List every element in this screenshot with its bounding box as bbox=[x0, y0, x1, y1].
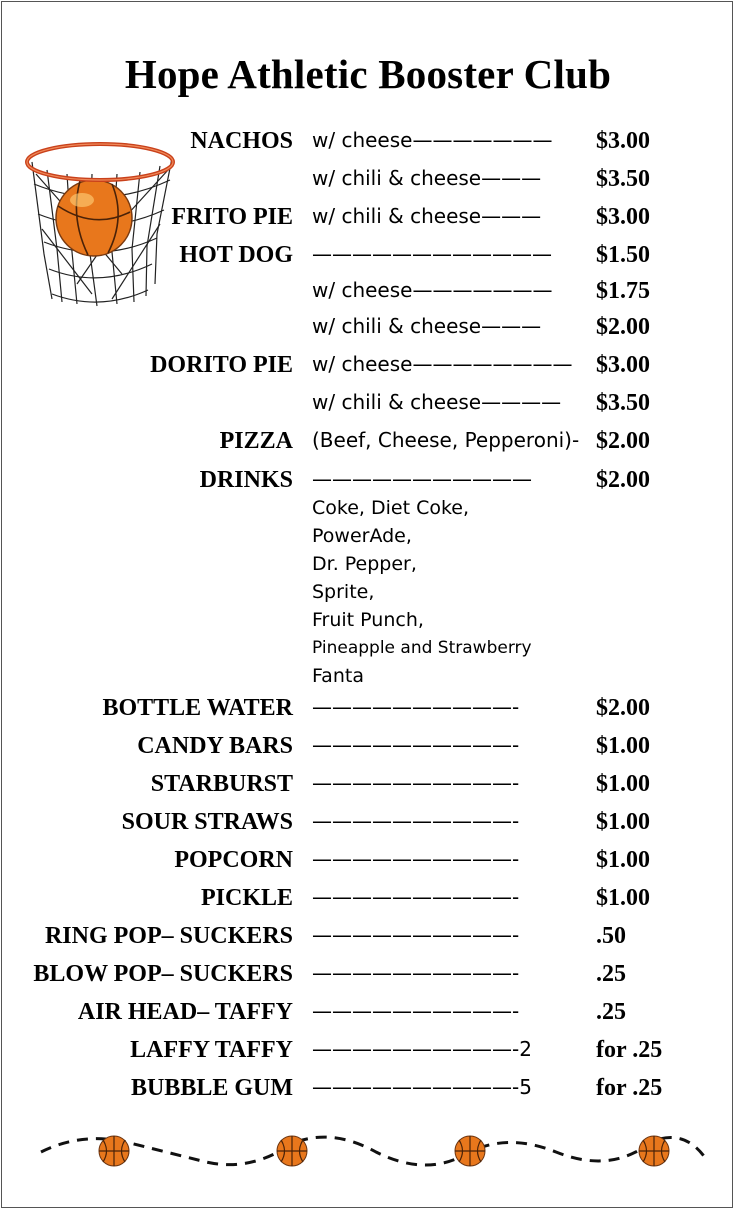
menu-item-description: ——————————- bbox=[312, 847, 520, 871]
menu-item-price: for .25 bbox=[596, 1075, 663, 1101]
menu-item-description: ——————————- bbox=[312, 961, 520, 985]
basketball-icon bbox=[277, 1136, 307, 1166]
menu-row bbox=[0, 695, 736, 731]
menu-item-price: .25 bbox=[596, 961, 626, 987]
basketball-icon bbox=[455, 1136, 485, 1166]
menu-item-description: w/ chili & cheese———— bbox=[312, 390, 562, 414]
menu-row bbox=[0, 1075, 736, 1111]
menu-item-description: w/ chili & cheese——— bbox=[312, 314, 542, 338]
menu-item-price: .50 bbox=[596, 923, 626, 949]
menu-item-name: AIR HEAD– TAFFY bbox=[77, 999, 293, 1025]
menu-item-price: $1.75 bbox=[596, 278, 650, 304]
menu-item-description: (Beef, Cheese, Pepperoni)- bbox=[312, 428, 580, 452]
menu-item-name: PIZZA bbox=[219, 428, 293, 454]
drink-item: Fruit Punch, bbox=[312, 609, 424, 631]
menu-item-description: w/ cheese——————— bbox=[312, 278, 553, 302]
menu-item-price: $1.00 bbox=[596, 847, 650, 873]
drink-item: Sprite, bbox=[312, 581, 375, 603]
menu-item-name: LAFFY TAFFY bbox=[130, 1037, 293, 1063]
menu-item-description: ——————————- bbox=[312, 695, 520, 719]
menu-item-name: HOT DOG bbox=[179, 242, 293, 268]
menu-item-description: ——————————- bbox=[312, 733, 520, 757]
menu-row bbox=[0, 390, 736, 426]
menu-row bbox=[0, 204, 736, 240]
menu-item-name: BOTTLE WATER bbox=[102, 695, 293, 721]
menu-item-description: w/ chili & cheese——— bbox=[312, 166, 542, 190]
menu-row bbox=[0, 278, 736, 314]
drink-item: PowerAde, bbox=[312, 525, 412, 547]
menu-row bbox=[0, 809, 736, 845]
menu-item-description: ——————————- bbox=[312, 809, 520, 833]
menu-item-price: $3.00 bbox=[596, 128, 650, 154]
menu-item-price: $1.00 bbox=[596, 771, 650, 797]
menu-item-price: $1.00 bbox=[596, 885, 650, 911]
menu-row bbox=[0, 733, 736, 769]
menu-item-description: ——————————-2 bbox=[312, 1037, 532, 1061]
menu-item-name: PICKLE bbox=[200, 885, 293, 911]
menu-item-price: $2.00 bbox=[596, 695, 650, 721]
menu-item-name: DRINKS bbox=[199, 467, 293, 493]
menu-row bbox=[0, 885, 736, 921]
menu-item-name: SOUR STRAWS bbox=[121, 809, 293, 835]
menu-item-price: .25 bbox=[596, 999, 626, 1025]
menu-item-description: ——————————- bbox=[312, 771, 520, 795]
dashed-wave-divider bbox=[36, 1122, 716, 1182]
menu-item-name: POPCORN bbox=[174, 847, 293, 873]
menu-item-name: RING POP– SUCKERS bbox=[44, 923, 293, 949]
page-title: Hope Athletic Booster Club bbox=[124, 51, 612, 97]
menu-item-name: CANDY BARS bbox=[137, 733, 293, 759]
menu-row bbox=[0, 352, 736, 388]
drink-item: Fanta bbox=[312, 665, 364, 687]
menu-row bbox=[0, 847, 736, 883]
menu-item-name: FRITO PIE bbox=[171, 204, 293, 230]
menu-item-name: DORITO PIE bbox=[150, 352, 293, 378]
drink-item: Pineapple and Strawberry bbox=[312, 638, 532, 658]
menu-row bbox=[0, 923, 736, 959]
menu-item-description: ——————————- bbox=[312, 999, 520, 1023]
menu-row bbox=[0, 1037, 736, 1073]
menu-item-price: $1.50 bbox=[596, 242, 650, 268]
menu-item-description: ——————————- bbox=[312, 923, 520, 947]
menu-row bbox=[0, 166, 736, 202]
menu-row bbox=[0, 128, 736, 164]
menu-item-price: $1.00 bbox=[596, 809, 650, 835]
menu-row bbox=[0, 242, 736, 278]
menu-item-description: w/ chili & cheese——— bbox=[312, 204, 542, 228]
menu-item-name: STARBURST bbox=[150, 771, 293, 797]
menu-item-name: BUBBLE GUM bbox=[130, 1075, 293, 1101]
basketball-icon bbox=[639, 1136, 669, 1166]
menu-row bbox=[0, 428, 736, 464]
menu-row bbox=[0, 314, 736, 350]
drink-item: Coke, Diet Coke, bbox=[312, 497, 470, 519]
menu-item-price: $3.50 bbox=[596, 390, 650, 416]
drink-item: Dr. Pepper, bbox=[312, 553, 417, 575]
menu-item-description: w/ cheese———————— bbox=[312, 352, 573, 376]
menu-row bbox=[0, 961, 736, 997]
menu-item-description: ——————————- bbox=[312, 885, 520, 909]
menu-item-price: $2.00 bbox=[596, 467, 650, 493]
menu-item-description: ——————————— bbox=[312, 467, 532, 491]
menu-item-description: ——————————-5 bbox=[312, 1075, 532, 1099]
menu-item-name: NACHOS bbox=[190, 128, 293, 154]
menu-item-price: for .25 bbox=[596, 1037, 663, 1063]
menu-item-description: w/ cheese——————— bbox=[312, 128, 553, 152]
menu-item-price: $2.00 bbox=[596, 428, 650, 454]
menu-item-price: $1.00 bbox=[596, 733, 650, 759]
menu-item-description: ———————————— bbox=[312, 242, 552, 266]
menu-row bbox=[0, 999, 736, 1035]
menu-item-price: $2.00 bbox=[596, 314, 650, 340]
menu-item-price: $3.50 bbox=[596, 166, 650, 192]
menu-item-price: $3.00 bbox=[596, 352, 650, 378]
menu-row bbox=[0, 771, 736, 807]
basketball-icon bbox=[99, 1136, 129, 1166]
menu-item-price: $3.00 bbox=[596, 204, 650, 230]
drinks-list bbox=[312, 494, 532, 690]
menu-item-name: BLOW POP– SUCKERS bbox=[33, 961, 293, 987]
